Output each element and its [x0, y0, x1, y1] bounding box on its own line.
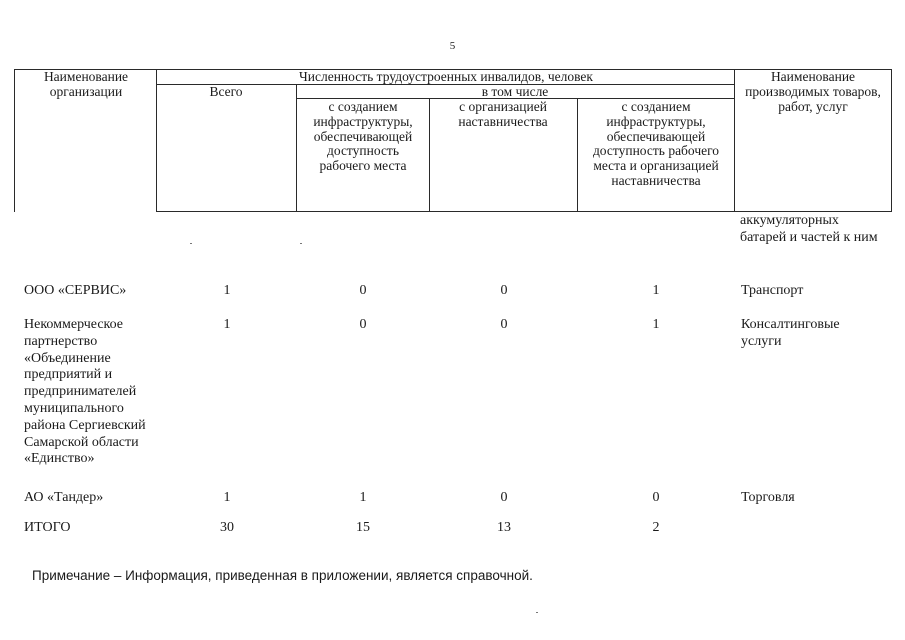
footnote: Примечание – Информация, приведенная в приложении, является справочной.	[32, 568, 533, 583]
header-sub2: с организацией наставничества	[458, 99, 548, 129]
header-total: Всего	[209, 84, 243, 99]
row-c3: 1	[652, 283, 660, 298]
row-org: АО «Тандер»	[24, 490, 104, 505]
header-goods: Наименование производимых товаров, работ, услуг	[745, 69, 881, 114]
scan-speck	[190, 243, 192, 244]
totals-c3: 2	[652, 520, 660, 535]
page-number: 5	[449, 40, 456, 52]
scan-speck	[300, 243, 302, 244]
totals-total: 30	[220, 520, 234, 535]
row-c1: 1	[359, 490, 367, 505]
totals-c1: 15	[356, 520, 370, 535]
row-c1: 0	[359, 283, 367, 298]
row-total: 1	[223, 283, 231, 298]
row-c2: 0	[500, 490, 508, 505]
header-sub1: с созданием инфраструктуры, обеспечивающей доступность рабочего места	[313, 99, 413, 174]
carryover-goods: аккумуляторных батарей и частей к ним	[740, 213, 878, 245]
row-total: 1	[223, 317, 231, 332]
header-sub3: с созданием инфраструктуры, обеспечивающей доступность рабочего места и организацией наставничества	[592, 99, 720, 188]
row-total: 1	[223, 490, 231, 505]
row-c2: 0	[500, 317, 508, 332]
row-goods: Консалтинговые услуги	[741, 317, 840, 349]
row-c3: 1	[652, 317, 660, 332]
row-c1: 0	[359, 317, 367, 332]
header-org-name: Наименование организации	[43, 69, 129, 99]
totals-label: ИТОГО	[24, 520, 71, 535]
row-c2: 0	[500, 283, 508, 298]
row-c3: 0	[652, 490, 660, 505]
row-org: Некоммерческое партнерство «Объединение предприятий и предпринимателей муниципального района Сергиевский Самарской области «Единство»	[24, 317, 146, 467]
row-goods: Торговля	[741, 490, 795, 505]
row-goods: Транспорт	[741, 283, 804, 298]
header-employed-title: Численность трудоустроенных инвалидов, человек	[298, 69, 593, 84]
header-including: в том числе	[481, 84, 549, 99]
scan-speck	[536, 612, 538, 613]
row-org: ООО «СЕРВИС»	[24, 283, 127, 298]
totals-c2: 13	[497, 520, 511, 535]
